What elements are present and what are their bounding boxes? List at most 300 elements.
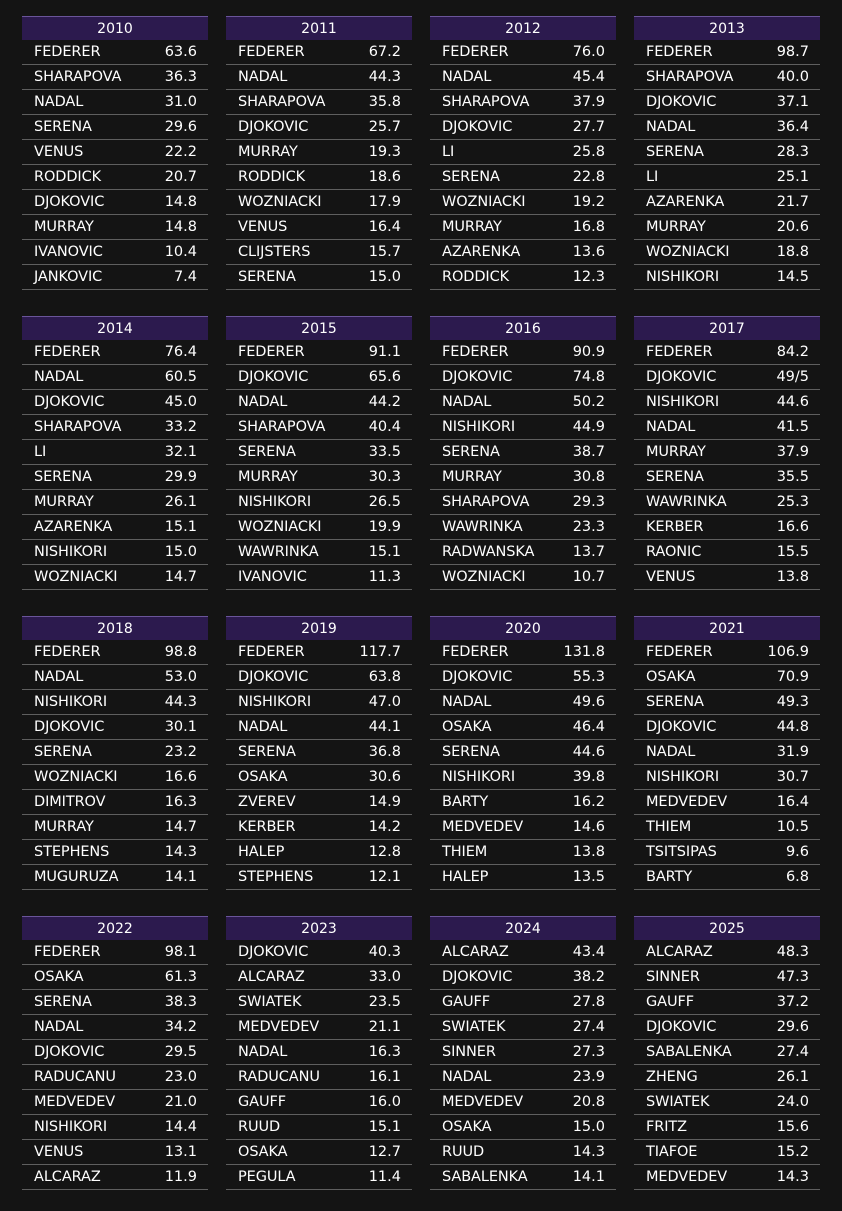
table-row bbox=[634, 440, 820, 465]
earnings-value: 27.4 bbox=[776, 1044, 809, 1060]
table-row bbox=[430, 865, 616, 890]
year-block-2020 bbox=[430, 616, 616, 890]
table-row bbox=[226, 1140, 412, 1165]
earnings-value: 36.3 bbox=[164, 69, 197, 85]
earnings-value: 44.3 bbox=[368, 69, 401, 85]
player-name: FEDERER bbox=[34, 344, 101, 360]
earnings-value: 10.7 bbox=[572, 569, 605, 585]
player-name: VENUS bbox=[34, 144, 84, 160]
table-row bbox=[634, 40, 820, 65]
table-row bbox=[22, 565, 208, 590]
earnings-value: 16.3 bbox=[164, 794, 197, 810]
table-row bbox=[634, 740, 820, 765]
earnings-value: 40.0 bbox=[776, 69, 809, 85]
player-name: ALCARAZ bbox=[442, 944, 509, 960]
table-row bbox=[226, 465, 412, 490]
table-row bbox=[22, 390, 208, 415]
table-row bbox=[226, 115, 412, 140]
year-block-2014 bbox=[22, 316, 208, 590]
year-header: 2012 bbox=[430, 16, 616, 40]
player-name: RADUCANU bbox=[238, 1069, 320, 1085]
earnings-value: 30.6 bbox=[368, 769, 401, 785]
player-name: FEDERER bbox=[238, 344, 305, 360]
earnings-value: 29.6 bbox=[776, 1019, 809, 1035]
player-name: SHARAPOVA bbox=[442, 94, 530, 110]
table-row bbox=[226, 790, 412, 815]
player-name: NADAL bbox=[238, 69, 288, 85]
earnings-value: 15.1 bbox=[368, 544, 401, 560]
table-row bbox=[22, 990, 208, 1015]
earnings-value: 21.0 bbox=[164, 1094, 197, 1110]
earnings-value: 131.8 bbox=[563, 644, 605, 660]
earnings-value: 19.3 bbox=[368, 144, 401, 160]
player-name: NADAL bbox=[34, 669, 84, 685]
year-header: 2014 bbox=[22, 316, 208, 340]
table-row bbox=[226, 690, 412, 715]
table-row bbox=[226, 965, 412, 990]
table-row bbox=[22, 365, 208, 390]
year-header: 2016 bbox=[430, 316, 616, 340]
table-row bbox=[226, 165, 412, 190]
table-row bbox=[22, 340, 208, 365]
table-row bbox=[634, 340, 820, 365]
earnings-value: 13.6 bbox=[572, 244, 605, 260]
player-name: MURRAY bbox=[646, 219, 706, 235]
earnings-value: 117.7 bbox=[359, 644, 401, 660]
earnings-value: 11.4 bbox=[368, 1169, 401, 1185]
player-name: SHARAPOVA bbox=[238, 94, 326, 110]
player-name: NISHIKORI bbox=[34, 544, 108, 560]
earnings-value: 23.5 bbox=[368, 994, 401, 1010]
year-block-2024 bbox=[430, 916, 616, 1190]
player-name: DJOKOVIC bbox=[646, 719, 717, 735]
player-name: NADAL bbox=[646, 744, 696, 760]
earnings-value: 67.2 bbox=[368, 44, 401, 60]
player-name: HALEP bbox=[238, 844, 285, 860]
earnings-value: 45.0 bbox=[164, 394, 197, 410]
earnings-value: 98.8 bbox=[164, 644, 197, 660]
earnings-value: 26.1 bbox=[164, 494, 197, 510]
table-row bbox=[22, 165, 208, 190]
earnings-value: 84.2 bbox=[776, 344, 809, 360]
player-name: JANKOVIC bbox=[34, 269, 103, 285]
earnings-value: 16.1 bbox=[368, 1069, 401, 1085]
table-row bbox=[634, 540, 820, 565]
table-row bbox=[22, 1165, 208, 1190]
earnings-value: 12.8 bbox=[368, 844, 401, 860]
earnings-value: 41.5 bbox=[776, 419, 809, 435]
table-row bbox=[430, 390, 616, 415]
earnings-value: 22.2 bbox=[164, 144, 197, 160]
earnings-value: 90.9 bbox=[572, 344, 605, 360]
player-name: DJOKOVIC bbox=[238, 669, 309, 685]
player-name: SERENA bbox=[238, 269, 296, 285]
table-row bbox=[634, 515, 820, 540]
earnings-value: 76.4 bbox=[164, 344, 197, 360]
earnings-value: 22.8 bbox=[572, 169, 605, 185]
earnings-value: 15.5 bbox=[776, 544, 809, 560]
earnings-value: 38.7 bbox=[572, 444, 605, 460]
player-name: NADAL bbox=[442, 394, 492, 410]
earnings-value: 14.3 bbox=[572, 1144, 605, 1160]
earnings-value: 39.8 bbox=[572, 769, 605, 785]
player-name: DJOKOVIC bbox=[34, 394, 105, 410]
player-name: NISHIKORI bbox=[238, 694, 312, 710]
earnings-value: 106.9 bbox=[767, 644, 809, 660]
table-row bbox=[430, 1165, 616, 1190]
player-name: SHARAPOVA bbox=[34, 419, 122, 435]
table-row bbox=[430, 340, 616, 365]
earnings-value: 14.3 bbox=[776, 1169, 809, 1185]
table-row bbox=[22, 265, 208, 290]
player-name: RODDICK bbox=[442, 269, 510, 285]
table-row bbox=[22, 190, 208, 215]
table-row bbox=[22, 65, 208, 90]
year-block-2022 bbox=[22, 916, 208, 1190]
earnings-value: 48.3 bbox=[776, 944, 809, 960]
earnings-value: 29.6 bbox=[164, 119, 197, 135]
player-name: NISHIKORI bbox=[646, 769, 720, 785]
player-name: SHARAPOVA bbox=[646, 69, 734, 85]
table-row bbox=[430, 640, 616, 665]
table-row bbox=[22, 940, 208, 965]
table-row bbox=[634, 715, 820, 740]
player-name: WOZNIACKI bbox=[646, 244, 730, 260]
earnings-value: 14.7 bbox=[164, 569, 197, 585]
player-name: SERENA bbox=[238, 444, 296, 460]
earnings-value: 13.7 bbox=[572, 544, 605, 560]
player-name: THIEM bbox=[646, 819, 692, 835]
earnings-value: 44.2 bbox=[368, 394, 401, 410]
earnings-value: 15.0 bbox=[368, 269, 401, 285]
earnings-value: 6.8 bbox=[785, 869, 809, 885]
table-row bbox=[22, 690, 208, 715]
player-name: ALCARAZ bbox=[646, 944, 713, 960]
year-header: 2021 bbox=[634, 616, 820, 640]
table-row bbox=[634, 765, 820, 790]
earnings-value: 45.4 bbox=[572, 69, 605, 85]
player-name: FEDERER bbox=[34, 644, 101, 660]
earnings-value: 13.8 bbox=[776, 569, 809, 585]
player-name: SWIATEK bbox=[646, 1094, 710, 1110]
player-name: TSITSIPAS bbox=[646, 844, 717, 860]
player-name: DJOKOVIC bbox=[442, 119, 513, 135]
player-name: MURRAY bbox=[646, 444, 706, 460]
earnings-value: 37.9 bbox=[776, 444, 809, 460]
earnings-value: 91.1 bbox=[368, 344, 401, 360]
earnings-value: 7.4 bbox=[173, 269, 197, 285]
year-header: 2018 bbox=[22, 616, 208, 640]
table-row bbox=[634, 465, 820, 490]
year-block-2025 bbox=[634, 916, 820, 1190]
player-name: ALCARAZ bbox=[238, 969, 305, 985]
earnings-value: 27.3 bbox=[572, 1044, 605, 1060]
table-row bbox=[430, 1090, 616, 1115]
earnings-value: 25.7 bbox=[368, 119, 401, 135]
earnings-value: 10.4 bbox=[164, 244, 197, 260]
player-name: FEDERER bbox=[238, 44, 305, 60]
table-row bbox=[22, 1115, 208, 1140]
earnings-value: 65.6 bbox=[368, 369, 401, 385]
table-row bbox=[226, 565, 412, 590]
earnings-value: 76.0 bbox=[572, 44, 605, 60]
player-name: NISHIKORI bbox=[34, 694, 108, 710]
table-row bbox=[634, 190, 820, 215]
table-row bbox=[430, 515, 616, 540]
table-row bbox=[22, 540, 208, 565]
earnings-value: 15.2 bbox=[776, 1144, 809, 1160]
earnings-value: 40.3 bbox=[368, 944, 401, 960]
player-name: FEDERER bbox=[34, 44, 101, 60]
earnings-value: 34.2 bbox=[164, 1019, 197, 1035]
player-name: DJOKOVIC bbox=[34, 1044, 105, 1060]
player-name: MURRAY bbox=[34, 819, 94, 835]
earnings-value: 16.6 bbox=[776, 519, 809, 535]
year-block-2016 bbox=[430, 316, 616, 590]
table-row bbox=[226, 1090, 412, 1115]
player-name: SERENA bbox=[34, 744, 92, 760]
table-row bbox=[430, 415, 616, 440]
earnings-value: 23.0 bbox=[164, 1069, 197, 1085]
earnings-value: 15.1 bbox=[164, 519, 197, 535]
player-name: SERENA bbox=[442, 444, 500, 460]
earnings-value: 20.8 bbox=[572, 1094, 605, 1110]
player-name: OSAKA bbox=[646, 669, 696, 685]
player-name: WAWRINKA bbox=[442, 519, 523, 535]
player-name: THIEM bbox=[442, 844, 488, 860]
earnings-value: 29.5 bbox=[164, 1044, 197, 1060]
player-name: NADAL bbox=[238, 1044, 288, 1060]
player-name: IVANOVIC bbox=[34, 244, 103, 260]
earnings-value: 37.9 bbox=[572, 94, 605, 110]
table-row bbox=[226, 1165, 412, 1190]
earnings-value: 30.7 bbox=[776, 769, 809, 785]
player-name: SERENA bbox=[34, 469, 92, 485]
earnings-value: 12.7 bbox=[368, 1144, 401, 1160]
player-name: DJOKOVIC bbox=[34, 719, 105, 735]
player-name: RODDICK bbox=[34, 169, 102, 185]
player-name: SERENA bbox=[646, 469, 704, 485]
table-row bbox=[634, 490, 820, 515]
table-row bbox=[634, 940, 820, 965]
table-row bbox=[226, 1040, 412, 1065]
table-row bbox=[634, 65, 820, 90]
player-name: FEDERER bbox=[442, 44, 509, 60]
earnings-value: 44.9 bbox=[572, 419, 605, 435]
table-row bbox=[430, 765, 616, 790]
earnings-value: 25.8 bbox=[572, 144, 605, 160]
earnings-value: 47.0 bbox=[368, 694, 401, 710]
table-row bbox=[22, 215, 208, 240]
table-row bbox=[22, 1090, 208, 1115]
table-row bbox=[430, 940, 616, 965]
player-name: WAWRINKA bbox=[238, 544, 319, 560]
year-header: 2015 bbox=[226, 316, 412, 340]
earnings-value: 18.6 bbox=[368, 169, 401, 185]
table-row bbox=[226, 415, 412, 440]
earnings-value: 30.3 bbox=[368, 469, 401, 485]
player-name: NADAL bbox=[646, 419, 696, 435]
earnings-value: 12.3 bbox=[572, 269, 605, 285]
earnings-value: 20.6 bbox=[776, 219, 809, 235]
table-row bbox=[634, 565, 820, 590]
player-name: LI bbox=[646, 169, 659, 185]
table-row bbox=[634, 90, 820, 115]
player-name: NADAL bbox=[34, 369, 84, 385]
player-name: RUUD bbox=[442, 1144, 485, 1160]
table-row bbox=[430, 740, 616, 765]
earnings-value: 18.8 bbox=[776, 244, 809, 260]
earnings-value: 49.6 bbox=[572, 694, 605, 710]
table-row bbox=[226, 490, 412, 515]
table-row bbox=[22, 465, 208, 490]
earnings-value: 14.2 bbox=[368, 819, 401, 835]
earnings-value: 15.0 bbox=[164, 544, 197, 560]
table-row bbox=[430, 965, 616, 990]
table-row bbox=[226, 90, 412, 115]
earnings-value: 35.8 bbox=[368, 94, 401, 110]
earnings-value: 60.5 bbox=[164, 369, 197, 385]
table-row bbox=[226, 815, 412, 840]
year-header: 2013 bbox=[634, 16, 820, 40]
earnings-value: 27.8 bbox=[572, 994, 605, 1010]
earnings-value: 31.0 bbox=[164, 94, 197, 110]
player-name: OSAKA bbox=[442, 1119, 492, 1135]
year-header: 2017 bbox=[634, 316, 820, 340]
player-name: DJOKOVIC bbox=[442, 669, 513, 685]
player-name: GAUFF bbox=[238, 1094, 286, 1110]
earnings-value: 16.2 bbox=[572, 794, 605, 810]
table-row bbox=[430, 90, 616, 115]
earnings-value: 16.4 bbox=[776, 794, 809, 810]
player-name: SINNER bbox=[646, 969, 700, 985]
earnings-value: 26.1 bbox=[776, 1069, 809, 1085]
year-header: 2019 bbox=[226, 616, 412, 640]
table-row bbox=[22, 865, 208, 890]
player-name: DJOKOVIC bbox=[442, 369, 513, 385]
player-name: ZHENG bbox=[646, 1069, 698, 1085]
earnings-value: 38.3 bbox=[164, 994, 197, 1010]
earnings-value: 21.1 bbox=[368, 1019, 401, 1035]
player-name: SWIATEK bbox=[442, 1019, 506, 1035]
player-name: SERENA bbox=[442, 169, 500, 185]
player-name: NADAL bbox=[442, 69, 492, 85]
year-header: 2020 bbox=[430, 616, 616, 640]
player-name: SERENA bbox=[34, 994, 92, 1010]
year-header: 2023 bbox=[226, 916, 412, 940]
table-row bbox=[22, 965, 208, 990]
year-header: 2010 bbox=[22, 16, 208, 40]
table-row bbox=[430, 1040, 616, 1065]
table-row bbox=[22, 1040, 208, 1065]
earnings-value: 32.1 bbox=[164, 444, 197, 460]
earnings-value: 23.2 bbox=[164, 744, 197, 760]
table-row bbox=[22, 815, 208, 840]
earnings-value: 14.4 bbox=[164, 1119, 197, 1135]
table-row bbox=[226, 665, 412, 690]
year-block-2021 bbox=[634, 616, 820, 890]
earnings-value: 50.2 bbox=[572, 394, 605, 410]
table-row bbox=[430, 1115, 616, 1140]
earnings-value: 49/5 bbox=[776, 369, 809, 385]
earnings-value: 30.8 bbox=[572, 469, 605, 485]
player-name: MURRAY bbox=[238, 469, 298, 485]
player-name: VENUS bbox=[238, 219, 288, 235]
table-row bbox=[430, 1140, 616, 1165]
earnings-value: 11.3 bbox=[368, 569, 401, 585]
player-name: WOZNIACKI bbox=[238, 194, 322, 210]
table-row bbox=[22, 840, 208, 865]
earnings-value: 31.9 bbox=[776, 744, 809, 760]
earnings-value: 17.9 bbox=[368, 194, 401, 210]
table-row bbox=[226, 715, 412, 740]
earnings-value: 14.6 bbox=[572, 819, 605, 835]
table-row bbox=[226, 840, 412, 865]
player-name: SABALENKA bbox=[442, 1169, 528, 1185]
player-name: FEDERER bbox=[442, 344, 509, 360]
player-name: VENUS bbox=[34, 1144, 84, 1160]
player-name: MEDVEDEV bbox=[442, 819, 524, 835]
player-name: DJOKOVIC bbox=[442, 969, 513, 985]
table-row bbox=[634, 215, 820, 240]
table-row bbox=[226, 390, 412, 415]
player-name: MURRAY bbox=[442, 219, 502, 235]
table-row bbox=[22, 440, 208, 465]
player-name: DJOKOVIC bbox=[34, 194, 105, 210]
player-name: SHARAPOVA bbox=[442, 494, 530, 510]
earnings-value: 43.4 bbox=[572, 944, 605, 960]
table-row bbox=[430, 990, 616, 1015]
earnings-value: 27.7 bbox=[572, 119, 605, 135]
table-row bbox=[22, 665, 208, 690]
year-block-2023 bbox=[226, 916, 412, 1190]
player-name: WAWRINKA bbox=[646, 494, 727, 510]
table-row bbox=[22, 515, 208, 540]
player-name: SWIATEK bbox=[238, 994, 302, 1010]
player-name: DIMITROV bbox=[34, 794, 106, 810]
table-row bbox=[226, 765, 412, 790]
table-row bbox=[430, 65, 616, 90]
earnings-value: 98.1 bbox=[164, 944, 197, 960]
player-name: RUUD bbox=[238, 1119, 281, 1135]
player-name: MURRAY bbox=[34, 219, 94, 235]
player-name: AZARENKA bbox=[646, 194, 725, 210]
table-row bbox=[634, 790, 820, 815]
table-row bbox=[22, 115, 208, 140]
player-name: DJOKOVIC bbox=[238, 944, 309, 960]
earnings-value: 23.3 bbox=[572, 519, 605, 535]
player-name: AZARENKA bbox=[34, 519, 113, 535]
earnings-value: 61.3 bbox=[164, 969, 197, 985]
table-row bbox=[226, 640, 412, 665]
earnings-value: 40.4 bbox=[368, 419, 401, 435]
earnings-value: 14.7 bbox=[164, 819, 197, 835]
player-name: NADAL bbox=[238, 394, 288, 410]
earnings-value: 24.0 bbox=[776, 1094, 809, 1110]
player-name: MURRAY bbox=[238, 144, 298, 160]
player-name: MURRAY bbox=[34, 494, 94, 510]
player-name: VENUS bbox=[646, 569, 696, 585]
earnings-value: 23.9 bbox=[572, 1069, 605, 1085]
table-row bbox=[430, 265, 616, 290]
earnings-value: 15.6 bbox=[776, 1119, 809, 1135]
player-name: MEDVEDEV bbox=[646, 794, 728, 810]
earnings-value: 13.1 bbox=[164, 1144, 197, 1160]
table-row bbox=[634, 640, 820, 665]
table-row bbox=[22, 490, 208, 515]
earnings-value: 38.2 bbox=[572, 969, 605, 985]
player-name: DJOKOVIC bbox=[238, 119, 309, 135]
